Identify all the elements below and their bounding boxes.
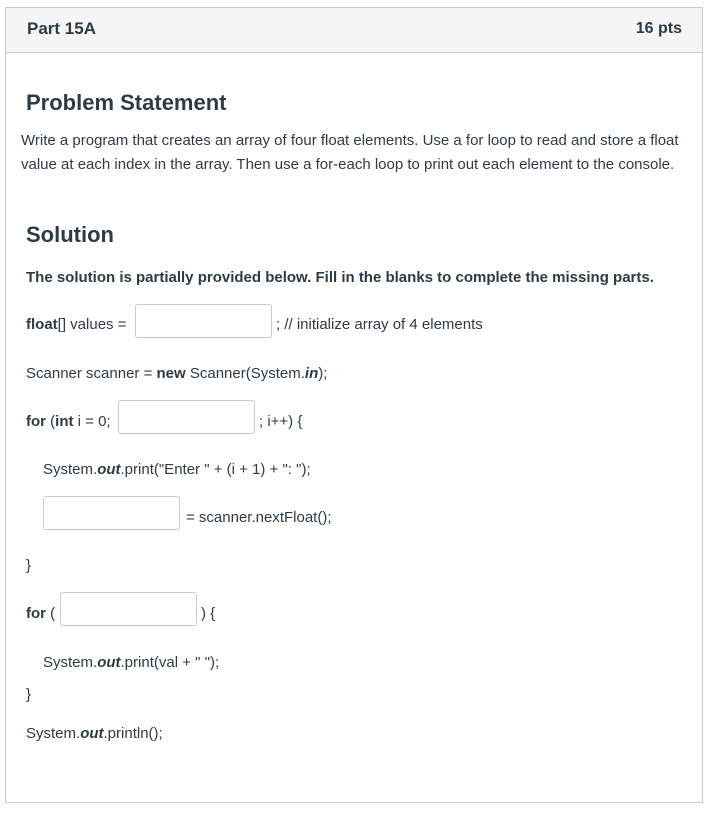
code-text: ( (46, 413, 56, 430)
code-text: i = 0; (73, 413, 111, 430)
code-line-for-loop (26, 413, 111, 430)
solution-instruction: The solution is partially provided below. Fill in the blanks to complete the missing parts. (26, 269, 654, 286)
question-card (5, 7, 703, 803)
code-text: Scanner(System. (185, 365, 305, 382)
code-line-array-decl (26, 316, 126, 333)
field-out: out (97, 461, 121, 478)
code-text: Scanner scanner = (26, 365, 157, 382)
code-line-scanner (26, 365, 327, 382)
code-comment: ; // initialize array of 4 elements (276, 316, 483, 333)
code-line-foreach (26, 605, 55, 622)
code-text: .println(); (103, 725, 163, 742)
code-text: ); (318, 365, 328, 382)
foreach-header-blank[interactable] (60, 592, 197, 626)
code-text: .print("Enter " + (i + 1) + ": "); (120, 461, 311, 478)
loop-condition-blank[interactable] (118, 400, 255, 434)
code-text: System. (26, 725, 81, 742)
code-line-print-val (43, 654, 219, 671)
question-points: 16 pts (635, 20, 682, 37)
code-text: [] values = (57, 316, 127, 333)
code-line-println (26, 725, 163, 742)
closing-brace: } (26, 686, 32, 703)
code-text: .print(val + " "); (120, 654, 220, 671)
keyword-float: float (26, 316, 58, 333)
code-line-prompt (43, 461, 311, 478)
keyword-for: for (26, 413, 46, 430)
code-text: System. (43, 461, 98, 478)
code-text: System. (43, 654, 98, 671)
code-text: ( (46, 605, 56, 622)
keyword-int: int (55, 413, 74, 430)
keyword-for: for (26, 605, 46, 622)
field-out: out (80, 725, 104, 742)
problem-statement: Write a program that creates an array of four float elements. Use a for loop to read and store a float value at each index in the array. Then use a for-each loop to print out each element to the console. (21, 132, 679, 173)
field-in: in (304, 365, 319, 382)
code-text-brace-open: ) { (201, 605, 216, 622)
code-text-increment: ; i++) { (259, 413, 303, 430)
question-title: Part 15A (27, 19, 96, 38)
solution-heading: Solution (26, 222, 114, 247)
question-header (6, 8, 702, 53)
problem-heading: Problem Statement (26, 90, 227, 115)
array-size-blank[interactable] (135, 304, 272, 338)
code-text-read: = scanner.nextFloat(); (186, 509, 332, 526)
keyword-new: new (156, 365, 186, 382)
assignment-target-blank[interactable] (43, 496, 180, 530)
field-out: out (97, 654, 121, 671)
closing-brace: } (26, 557, 32, 574)
